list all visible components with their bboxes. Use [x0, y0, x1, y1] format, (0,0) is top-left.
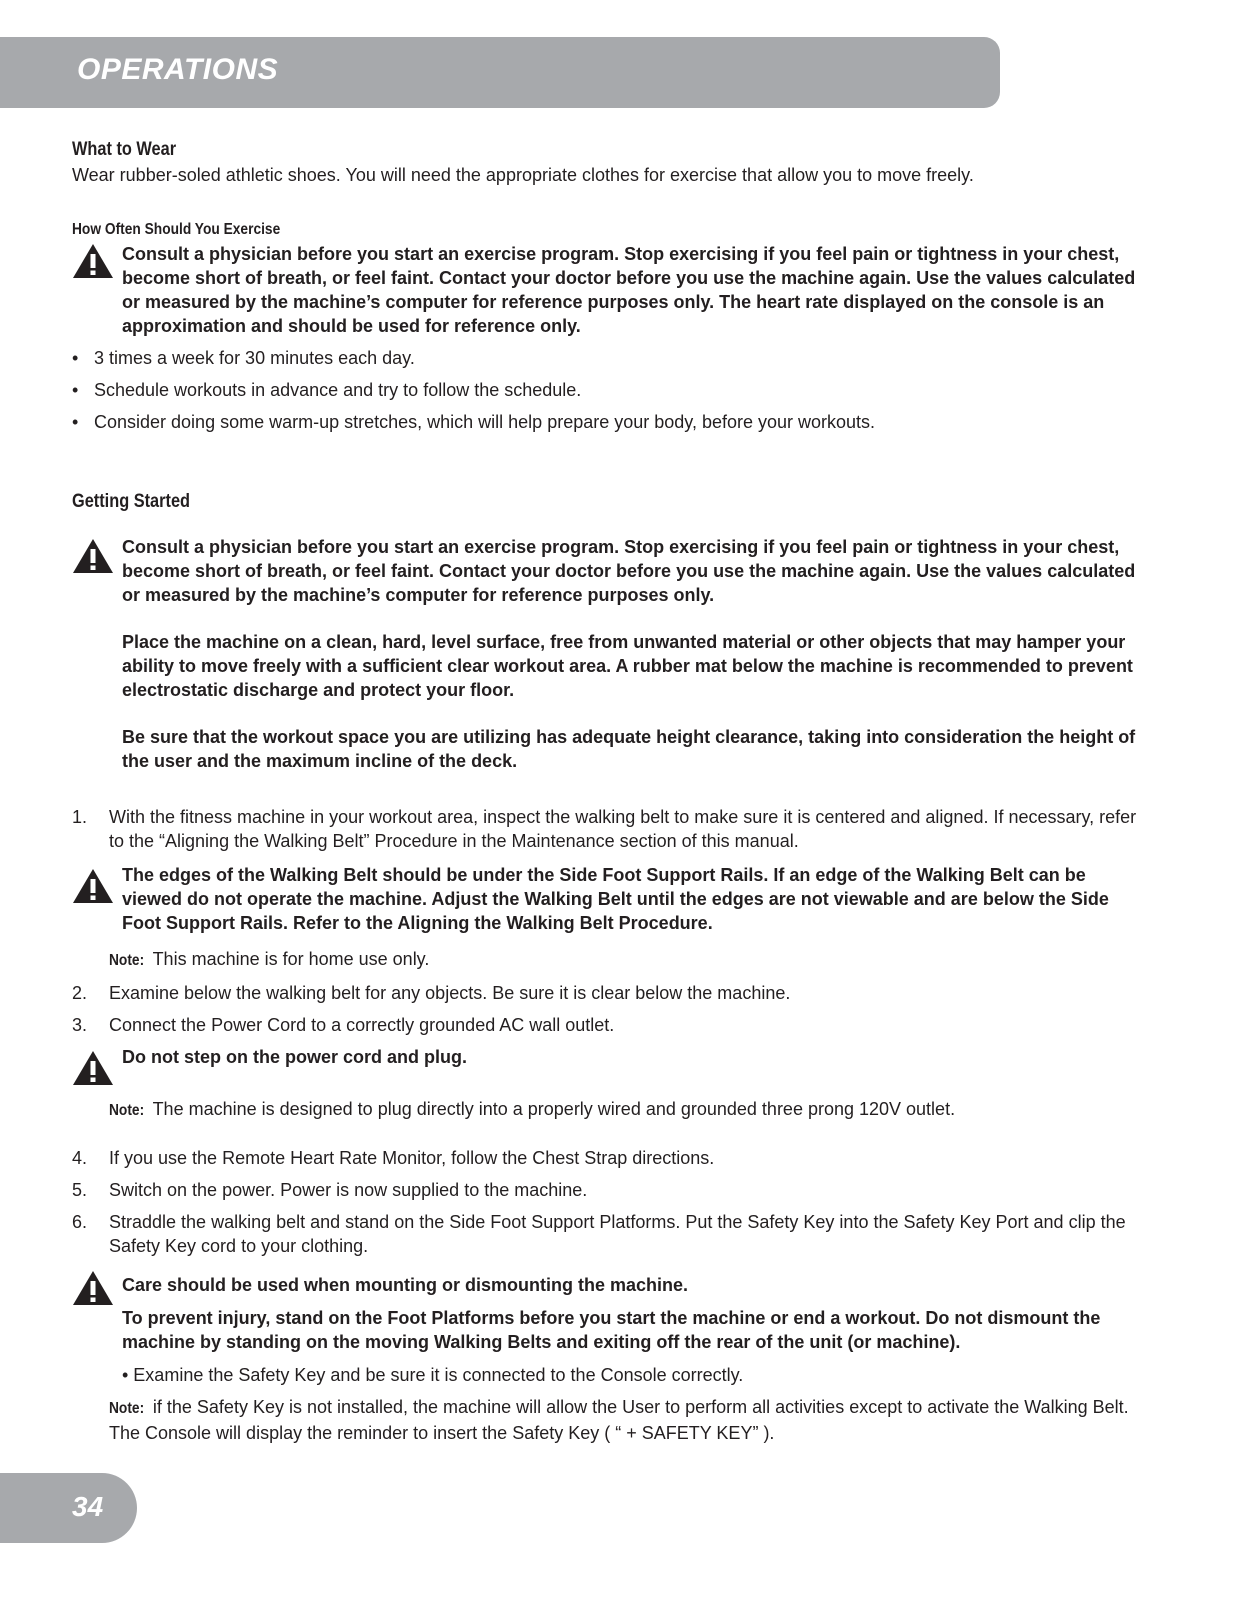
note-home-use: Note: This machine is for home use only.	[109, 949, 430, 969]
heading-how-often: How Often Should You Exercise	[72, 221, 281, 238]
list-item: 6. Straddle the walking belt and stand on the Side Foot Support Platforms. Put the Safety Key into the Safety Key Port and clip the Safety Key cord to your clothing.	[72, 1212, 1126, 1256]
warning-text: Do not step on the power cord and plug.	[122, 1047, 467, 1067]
list-item: 5. Switch on the power. Power is now supplied to the machine.	[72, 1180, 588, 1200]
setup-steps-list	[72, 981, 1142, 1037]
list-item: • Schedule workouts in advance and try to follow the schedule.	[72, 380, 582, 400]
setup-steps-list	[72, 805, 1142, 853]
list-item: 2. Examine below the walking belt for any objects. Be sure it is clear below the machine.	[72, 983, 791, 1003]
warning-block-walking-belt	[72, 863, 1142, 935]
warning-triangle-icon	[72, 537, 114, 575]
page-number-tab	[0, 1473, 137, 1543]
list-item: 4. If you use the Remote Heart Rate Monitor, follow the Chest Strap directions.	[72, 1148, 715, 1168]
setup-steps-list	[72, 1146, 1142, 1258]
warning-triangle-icon	[72, 1049, 114, 1087]
warning-text: Consult a physician before you start an exercise program. Stop exercising if you feel pain or tightness in your chest, become short of breath, or feel faint. Contact your doctor before you use the machine again. Use the values calculated or measured by the machine’s computer for reference purposes only. The heart rate displayed on the console is an approximation and should be used for reference only.	[122, 244, 1136, 336]
warning-triangle-icon	[72, 867, 114, 905]
warning-text: Be sure that the workout space you are utilizing has adequate height clearance, taking into consideration the height of the user and the maximum incline of the deck.	[122, 727, 1136, 771]
warning-triangle-icon	[72, 242, 114, 280]
page-number: 34	[72, 1491, 104, 1522]
list-item: 3. Connect the Power Cord to a correctly grounded AC wall outlet.	[72, 1015, 615, 1035]
heading-what-to-wear: What to Wear	[72, 139, 177, 160]
warning-block-getting-started	[72, 535, 1142, 773]
warning-block-how-often	[72, 242, 1142, 338]
section-title: OPERATIONS	[77, 53, 279, 86]
warning-text: To prevent injury, stand on the Foot Platforms before you start the machine or end a workout. Do not dismount the machine by standing on the moving Walking Belts and exiting off the rear of the unit (or machine).	[122, 1308, 1101, 1352]
list-item: • 3 times a week for 30 minutes each day.	[72, 348, 415, 368]
warning-triangle-icon	[72, 1269, 114, 1307]
list-item: 1. With the fitness machine in your workout area, inspect the walking belt to make sure it is centered and aligned. If necessary, refer to the “Aligning the Walking Belt” Procedure in the Maintenance section of this manual.	[72, 807, 1137, 851]
warning-block-power-cord	[72, 1045, 1142, 1083]
what-to-wear-text: Wear rubber-soled athletic shoes. You will need the appropriate clothes for exercise that allow you to move freely.	[72, 165, 974, 185]
warning-text: Care should be used when mounting or dismounting the machine.	[122, 1275, 689, 1295]
note-safety-key: Note: if the Safety Key is not installed, the machine will allow the User to perform all activities except to activate the Walking Belt. The Console will display the reminder to insert the Safety Key ( “ + SAFETY KEY” ).	[109, 1397, 1129, 1443]
list-item: • Consider doing some warm-up stretches, which will help prepare your body, before your workouts.	[72, 412, 876, 432]
safety-key-bullet: • Examine the Safety Key and be sure it is connected to the Console correctly.	[122, 1365, 744, 1385]
heading-getting-started: Getting Started	[72, 491, 191, 512]
warning-text: Consult a physician before you start an exercise program. Stop exercising if you feel pain or tightness in your chest, become short of breath, or feel faint. Contact your doctor before you use the machine again. Use the values calculated or measured by the machine’s computer for reference purposes only.	[122, 537, 1136, 605]
warning-text: The edges of the Walking Belt should be under the Side Foot Support Rails. If an edge of the Walking Belt can be viewed do not operate the machine. Adjust the Walking Belt until the edges are not viewable and are below the Side Foot Support Rails. Refer to the Aligning the Walking Belt Procedure.	[122, 865, 1109, 933]
note-outlet: Note: The machine is designed to plug directly into a properly wired and grounded three prong 120V outlet.	[109, 1099, 956, 1119]
page-content	[72, 138, 1142, 1445]
exercise-frequency-list	[72, 346, 1142, 434]
warning-block-mounting	[72, 1273, 1142, 1354]
warning-text: Place the machine on a clean, hard, level surface, free from unwanted material or other objects that may hamper your ability to move freely with a sufficient clear workout area. A rubber mat below the machine is recommended to prevent electrostatic discharge and protect your floor.	[122, 632, 1133, 700]
